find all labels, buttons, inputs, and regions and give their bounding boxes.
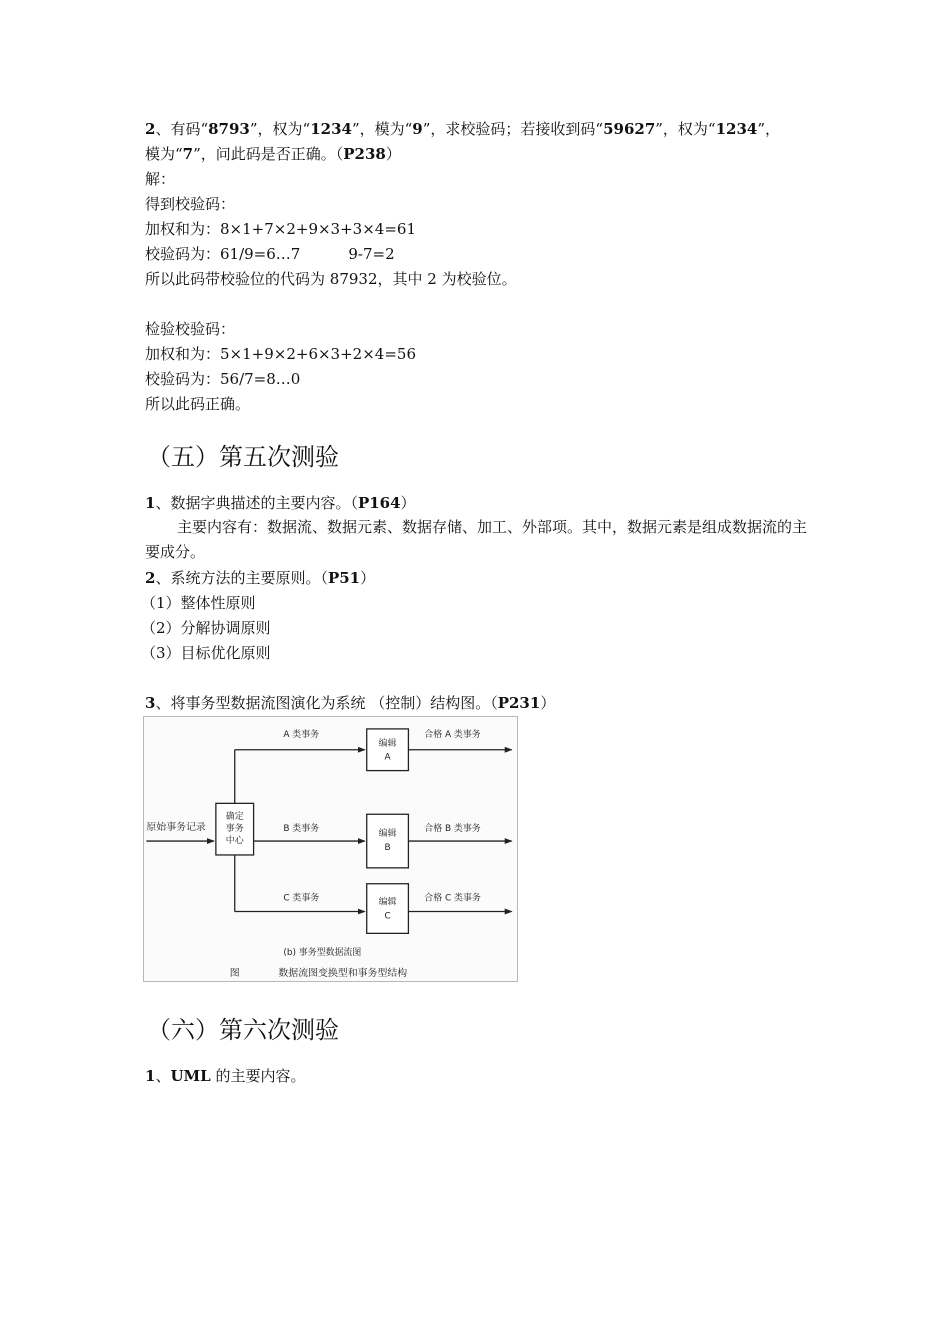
figure-caption-prefix: 图 <box>229 968 240 980</box>
figure-caption: 数据流图变换型和事务型结构 <box>278 968 408 980</box>
svg-text:确定: 确定 <box>225 812 244 823</box>
q2-line-1: 2、有码“8793”，权为“1234”，模为“9”，求校验码；若接收到码“59627”，权为“1234”， <box>145 120 781 138</box>
get-check-code-label: 得到校验码： <box>145 195 236 213</box>
svg-text:A: A <box>384 752 391 763</box>
principle-item: （1）整体性原则 <box>141 594 256 612</box>
verify-code-label: 检验校验码： <box>145 320 236 338</box>
svg-text:B: B <box>384 842 391 853</box>
principle-item: （3）目标优化原则 <box>141 644 271 662</box>
output-b-label: 合格 B 类事务 <box>424 824 481 835</box>
section-6-heading: （六）第六次测验 <box>147 1016 339 1044</box>
s5-q3: 3、将事务型数据流图演化为系统 （控制）结构图。（P231） <box>145 694 556 712</box>
q2-line-2: 模为“7”，问此码是否正确。（P238） <box>145 145 401 163</box>
s5-q2: 2、系统方法的主要原则。（P51） <box>145 569 376 587</box>
weighted-sum-1: 加权和为：8×1+7×2+9×3+3×4=61 <box>145 220 416 238</box>
s5-q1: 1、数据字典描述的主要内容。（P164） <box>145 494 416 512</box>
svg-text:编辑: 编辑 <box>378 738 397 749</box>
s5-q1-answer: 主要内容有：数据流、数据元素、数据存储、加工、外部项。其中，数据元素是组成数据流的主要成分。 <box>145 518 808 561</box>
branch-b-label: B 类事务 <box>283 824 320 835</box>
output-c-label: 合格 C 类事务 <box>424 893 481 904</box>
weighted-sum-2: 加权和为：5×1+9×2+6×3+2×4=56 <box>145 345 416 363</box>
check-code-result: 9-7=2 <box>348 245 395 263</box>
check-code-line-1 <box>145 244 395 264</box>
output-a-label: 合格 A 类事务 <box>424 729 481 740</box>
edit-a-box <box>367 729 409 771</box>
figure-subcaption: (b) 事务型数据流图 <box>283 948 362 959</box>
input-label: 原始事务记录 <box>146 822 206 834</box>
edit-b-box <box>367 814 409 868</box>
branch-a-label: A 类事务 <box>283 729 320 740</box>
check-code-division: 校验码为：61/9=6…7 <box>145 245 301 263</box>
svg-text:事务: 事务 <box>225 824 244 835</box>
transaction-dfd-figure <box>143 716 518 982</box>
principle-item: （2）分解协调原则 <box>141 619 271 637</box>
branch-c-label: C 类事务 <box>283 893 320 904</box>
svg-text:编辑: 编辑 <box>378 829 397 840</box>
dfd-diagram <box>144 717 517 981</box>
svg-text:中心: 中心 <box>225 836 244 847</box>
svg-text:C: C <box>384 911 391 922</box>
result-1: 所以此码带校验位的代码为 87932，其中 2 为校验位。 <box>145 270 517 288</box>
solution-label: 解： <box>145 170 176 188</box>
svg-text:编辑: 编辑 <box>378 897 397 908</box>
edit-c-box <box>367 884 409 934</box>
check-code-line-2: 校验码为：56/7=8…0 <box>145 370 301 388</box>
q2-number: 2 <box>145 120 156 138</box>
section-5-heading: （五）第五次测验 <box>147 443 339 471</box>
s6-q1: 1、UML 的主要内容。 <box>145 1067 306 1085</box>
result-2: 所以此码正确。 <box>145 395 251 413</box>
